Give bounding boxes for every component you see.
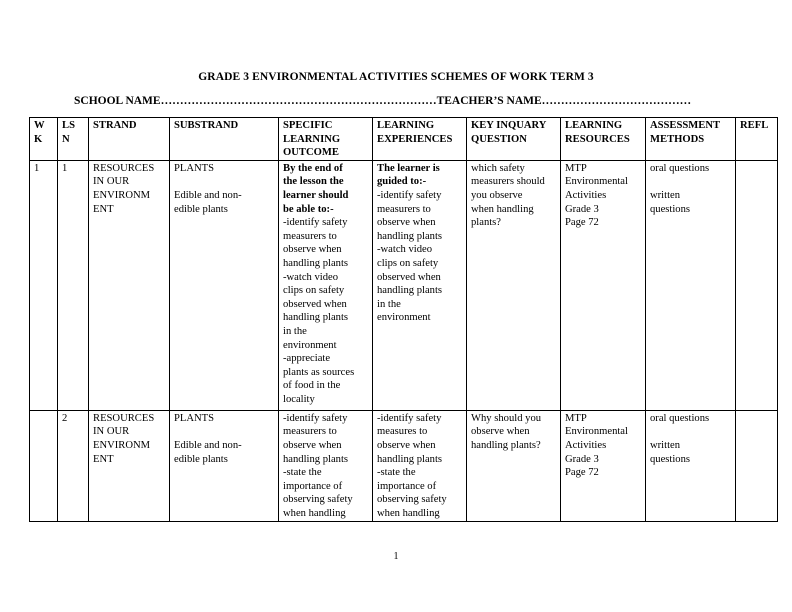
experiences-intro: The learner is guided to:- — [377, 162, 440, 188]
cell-wk — [30, 410, 58, 521]
scheme-table — [29, 117, 778, 522]
table-row — [30, 160, 778, 410]
cell-substrand: PLANTS Edible and non- edible plants — [170, 410, 279, 521]
cell-lsn: 2 — [58, 410, 89, 521]
header-strand: STRAND — [89, 118, 170, 161]
outcome-intro: By the end of the lesson the learner should be able to:- — [283, 162, 349, 215]
cell-outcome — [279, 410, 373, 521]
cell-question: which safety measurers should you observe when handling plants? — [467, 160, 561, 410]
cell-experiences — [373, 410, 467, 521]
header-question: KEY INQUARY QUESTION — [467, 118, 561, 161]
cell-strand: RESOURCES IN OUR ENVIRONM ENT — [89, 160, 170, 410]
cell-lsn: 1 — [58, 160, 89, 410]
table-row — [30, 410, 778, 521]
school-teacher-line: SCHOOL NAME………………………………………………………………TEACHER’S NAME………………………………… — [74, 95, 692, 107]
cell-assessment: oral questions written questions — [646, 160, 736, 410]
outcome-text: -identify safety measurers to observe when handling plants -watch video clips on safety observed when handling plants in the environment -appreciate plants as sources of food in the locality — [283, 217, 355, 405]
header-resources: LEARNING RESOURCES — [561, 118, 646, 161]
document-title: GRADE 3 ENVIRONMENTAL ACTIVITIES SCHEMES OF WORK TERM 3 — [198, 71, 594, 83]
experiences-text: -identify safety measures to observe when handling plants -state the importance of observing safety when handling — [377, 412, 447, 519]
cell-strand: RESOURCES IN OUR ENVIRONM ENT — [89, 410, 170, 521]
header-assessment: ASSESSMENT METHODS — [646, 118, 736, 161]
cell-refl — [736, 410, 778, 521]
page-number: 1 — [393, 551, 399, 562]
cell-refl — [736, 160, 778, 410]
header-row — [30, 118, 778, 161]
cell-wk: 1 — [30, 160, 58, 410]
header-experiences: LEARNING EXPERIENCES — [373, 118, 467, 161]
cell-outcome — [279, 160, 373, 410]
header-substrand: SUBSTRAND — [170, 118, 279, 161]
header-lsn: LS N — [58, 118, 89, 161]
header-refl: REFL — [736, 118, 778, 161]
outcome-text: -identify safety measurers to observe when handling plants -state the importance of observing safety when handling — [283, 412, 353, 519]
cell-resources: MTP Environmental Activities Grade 3 Page 72 — [561, 410, 646, 521]
cell-assessment: oral questions written questions — [646, 410, 736, 521]
cell-substrand: PLANTS Edible and non- edible plants — [170, 160, 279, 410]
header-wk: W K — [30, 118, 58, 161]
cell-experiences — [373, 160, 467, 410]
cell-question: Why should you observe when handling plants? — [467, 410, 561, 521]
experiences-text: -identify safety measurers to observe when handling plants -watch video clips on safety observed when handling plants in the environment — [377, 189, 443, 324]
header-outcome: SPECIFIC LEARNING OUTCOME — [279, 118, 373, 161]
cell-resources: MTP Environmental Activities Grade 3 Page 72 — [561, 160, 646, 410]
